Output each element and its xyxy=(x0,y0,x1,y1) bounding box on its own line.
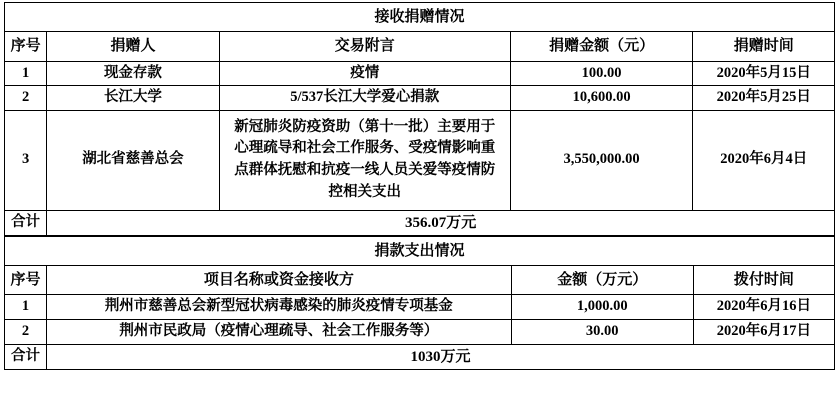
cell-amount: 1,000.00 xyxy=(511,295,693,320)
section1-header-row xyxy=(5,32,835,61)
donation-expenditure-table xyxy=(4,236,835,370)
table-row xyxy=(5,110,835,210)
cell-project-name: 荆州市民政局（疫情心理疏导、社会工作服务等） xyxy=(47,319,512,344)
cell-seq: 2 xyxy=(5,86,47,111)
cell-memo: 疫情 xyxy=(219,61,510,86)
cell-date: 2020年5月15日 xyxy=(693,61,835,86)
cell-project-name: 荆州市慈善总会新型冠状病毒感染的肺炎疫情专项基金 xyxy=(47,295,512,320)
donation-received-table xyxy=(4,2,835,236)
cell-amount: 10,600.00 xyxy=(510,86,693,111)
table-row xyxy=(5,86,835,111)
cell-seq: 2 xyxy=(5,319,47,344)
section2-header-seq: 序号 xyxy=(5,266,47,295)
section2-total-row xyxy=(5,344,835,369)
cell-amount: 100.00 xyxy=(510,61,693,86)
cell-memo: 5/537长江大学爱心捐款 xyxy=(219,86,510,111)
cell-seq: 1 xyxy=(5,295,47,320)
cell-date: 2020年5月25日 xyxy=(693,86,835,111)
section1-header-donor: 捐赠人 xyxy=(47,32,220,61)
section2-title-row xyxy=(5,236,835,265)
table-row xyxy=(5,319,835,344)
cell-seq: 1 xyxy=(5,61,47,86)
cell-amount: 30.00 xyxy=(511,319,693,344)
section1-header-amount: 捐赠金额（元） xyxy=(510,32,693,61)
section2-header-row xyxy=(5,266,835,295)
cell-donor: 长江大学 xyxy=(47,86,220,111)
section1-total-value: 356.07万元 xyxy=(47,210,835,235)
section1-header-memo: 交易附言 xyxy=(219,32,510,61)
section2-header-date: 拨付时间 xyxy=(693,266,834,295)
table-row xyxy=(5,61,835,86)
section2-total-value: 1030万元 xyxy=(47,344,835,369)
section1-title-row xyxy=(5,3,835,32)
section1-header-seq: 序号 xyxy=(5,32,47,61)
cell-date: 2020年6月17日 xyxy=(693,319,834,344)
cell-date: 2020年6月16日 xyxy=(693,295,834,320)
section1-total-row xyxy=(5,210,835,235)
cell-memo: 新冠肺炎防疫资助（第十一批）主要用于心理疏导和社会工作服务、受疫情影响重点群体抚慰和抗疫一线人员关爱等疫情防控相关支出 xyxy=(219,110,510,210)
table-row xyxy=(5,295,835,320)
cell-seq: 3 xyxy=(5,110,47,210)
section2-title: 捐款支出情况 xyxy=(5,236,835,265)
cell-date: 2020年6月4日 xyxy=(693,110,835,210)
cell-donor: 现金存款 xyxy=(47,61,220,86)
section2-header-name: 项目名称或资金接收方 xyxy=(47,266,512,295)
section1-title: 接收捐赠情况 xyxy=(5,3,835,32)
section2-header-amount: 金额（万元） xyxy=(511,266,693,295)
section1-total-label: 合计 xyxy=(5,210,47,235)
section2-total-label: 合计 xyxy=(5,344,47,369)
cell-donor: 湖北省慈善总会 xyxy=(47,110,220,210)
cell-amount: 3,550,000.00 xyxy=(510,110,693,210)
section1-header-date: 捐赠时间 xyxy=(693,32,835,61)
